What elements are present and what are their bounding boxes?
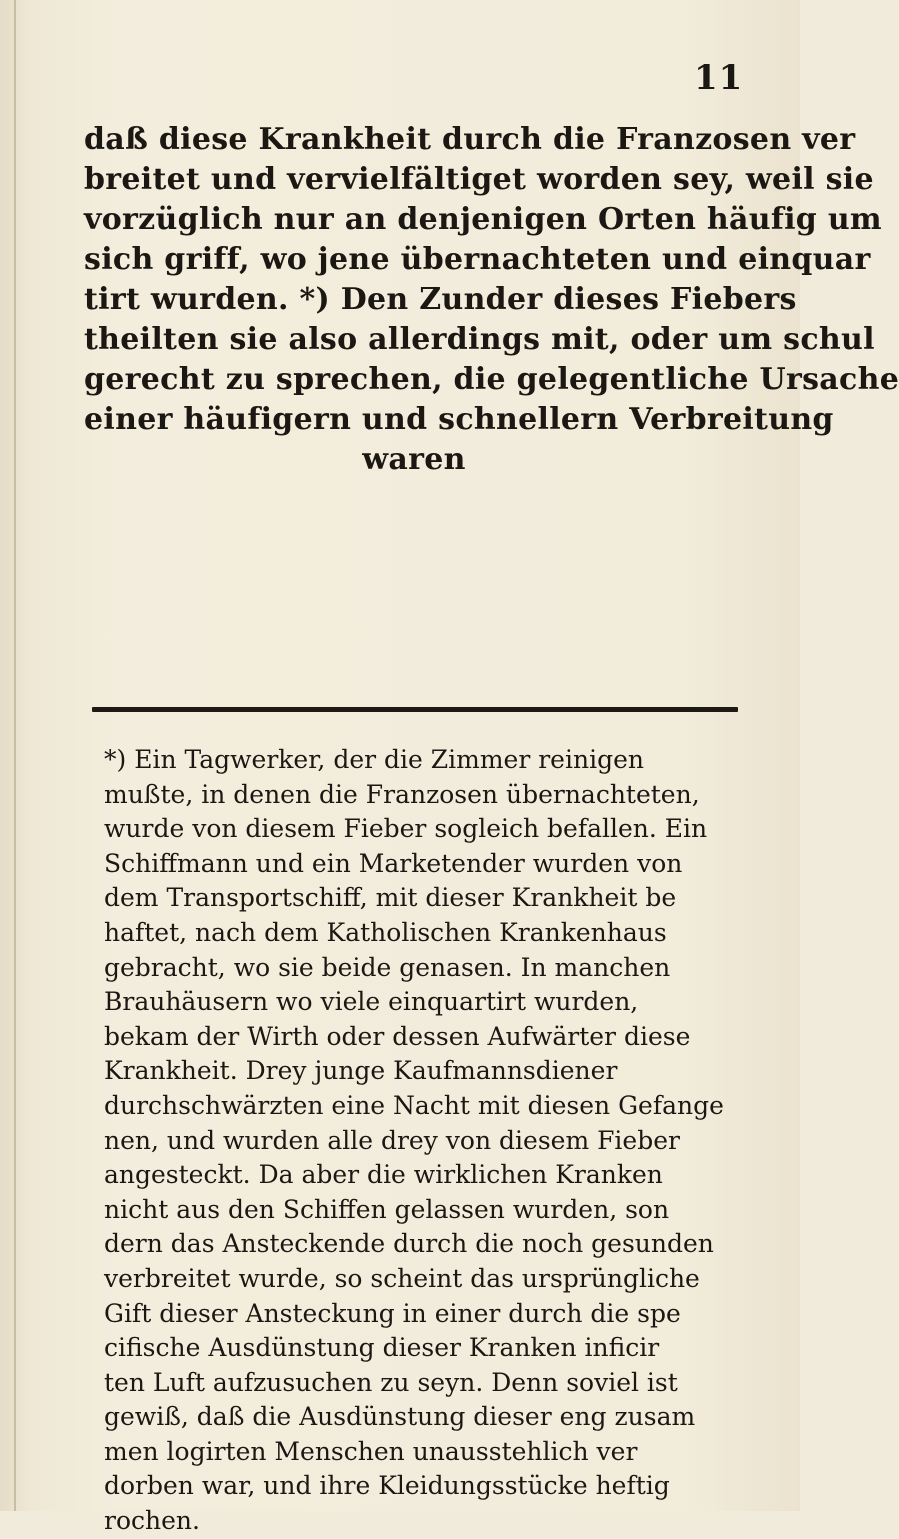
- main-line: breitet und vervielfältiget worden sey, weil sie: [84, 162, 874, 197]
- footnote-line: men logirten Menschen unausstehlich ver: [104, 1436, 638, 1466]
- footnote-line: Brauhäusern wo viele einquartirt wurden,: [104, 987, 639, 1017]
- footnote-line: nicht aus den Schiffen gelassen wurden, son: [104, 1194, 670, 1224]
- footnote: [104, 743, 744, 1539]
- footnote-line: *) Ein Tagwerker, der die Zimmer reinigen: [104, 745, 644, 774]
- footnote-line: cifische Ausdünstung dieser Kranken inficir: [104, 1333, 660, 1363]
- footnote-line: mußte, in denen die Franzosen übernachteten,: [104, 779, 700, 809]
- main-line: vorzüglich nur an denjenigen Orten häufig um: [84, 202, 882, 237]
- footnote-line: dem Transportschiff, mit dieser Krankheit be: [104, 883, 677, 913]
- main-line: theilten sie also allerdings mit, oder um schul: [84, 322, 875, 357]
- footnote-line: Schiffmann und ein Marketender wurden von: [104, 848, 683, 878]
- footnote-separator-rule: [92, 707, 738, 712]
- footnote-line: nen, und wurden alle drey von diesem Fieber: [104, 1125, 680, 1155]
- footnote-line: angesteckt. Da aber die wirklichen Kranken: [104, 1160, 663, 1190]
- footnote-line: Gift dieser Ansteckung in einer durch die spe: [104, 1298, 681, 1328]
- footnote-line: Krankheit. Drey junge Kaufmannsdiener: [104, 1056, 618, 1086]
- main-line: daß diese Krankheit durch die Franzosen ver: [84, 122, 856, 157]
- footnote-line: durchschwärzten eine Nacht mit diesen Gefange: [104, 1090, 724, 1120]
- main-line: sich griff, wo jene übernachteten und einquar: [84, 242, 871, 277]
- main-line: einer häufigern und schnellern Verbreitung: [84, 402, 834, 437]
- footnote-line: gebracht, wo sie beide genasen. In manchen: [104, 952, 671, 982]
- main-line: gerecht zu sprechen, die gelegentliche Ursache: [84, 362, 899, 397]
- main-line: tirt wurden. *) Den Zunder dieses Fiebers: [84, 282, 797, 317]
- footnote-line: verbreitet wurde, so scheint das ursprüngliche: [104, 1263, 700, 1293]
- page-number: 11: [694, 58, 744, 98]
- binding-gutter: [14, 0, 16, 1511]
- footnote-line: wurde von diesem Fieber sogleich befallen. Ein: [104, 814, 708, 844]
- footnote-line: rochen.: [104, 1506, 200, 1536]
- footnote-line: gewiß, daß die Ausdünstung dieser eng zusam: [104, 1402, 696, 1432]
- footnote-line: bekam der Wirth oder dessen Aufwärter diese: [104, 1021, 691, 1051]
- footnote-line: dorben war, und ihre Kleidungsstücke heftig: [104, 1471, 670, 1501]
- footnote-line: ten Luft aufzusuchen zu seyn. Denn soviel ist: [104, 1367, 678, 1397]
- catchword-line: waren: [362, 442, 466, 477]
- footnote-line: dern das Ansteckende durch die noch gesunden: [104, 1229, 714, 1259]
- footnote-line: haftet, nach dem Katholischen Krankenhaus: [104, 917, 667, 947]
- main-paragraph: [84, 120, 899, 480]
